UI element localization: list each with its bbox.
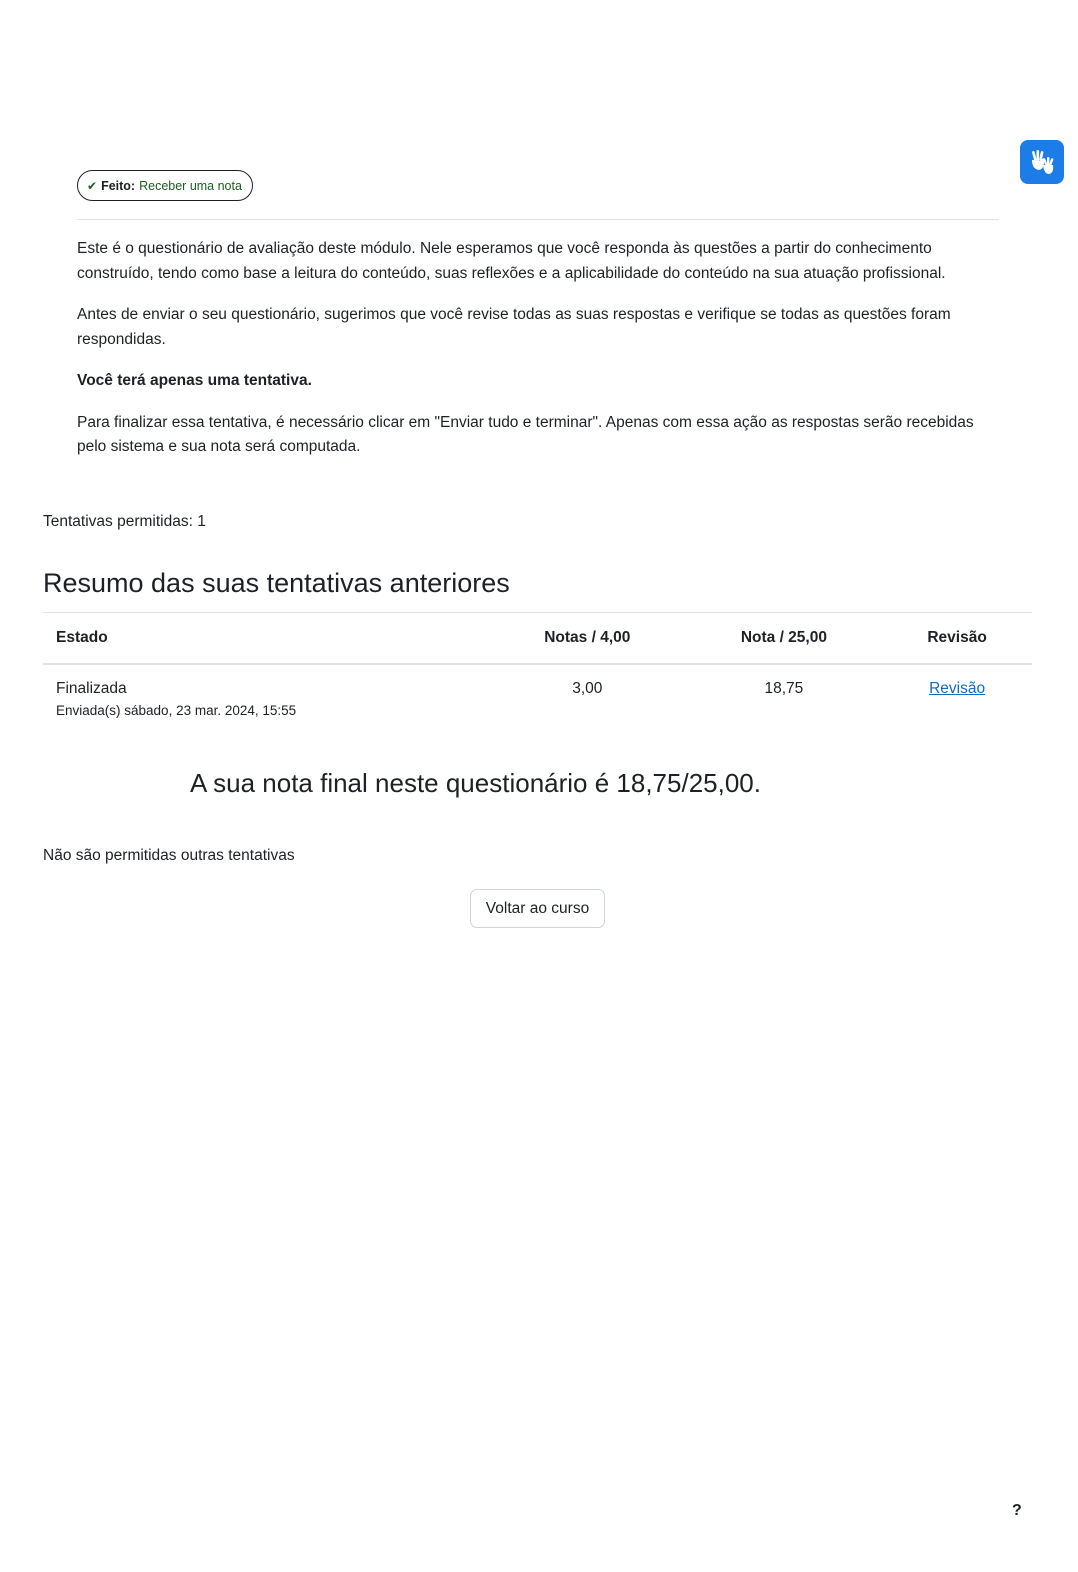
summary-heading: Resumo das suas tentativas anteriores (43, 568, 510, 598)
divider (77, 219, 999, 220)
completion-status-badge (77, 170, 253, 201)
review-link[interactable]: Revisão (929, 680, 986, 697)
no-more-attempts-notice: Não são permitidas outras tentativas (43, 847, 295, 864)
column-header-marks: Notas / 4,00 (489, 613, 686, 665)
completion-done-label: Feito: (101, 178, 136, 193)
sign-language-button[interactable] (1020, 140, 1064, 184)
sign-language-hands-icon (1027, 147, 1057, 177)
cell-review (882, 664, 1032, 726)
column-header-grade: Nota / 25,00 (686, 613, 883, 665)
check-icon: ✔ (87, 178, 98, 193)
final-grade: A sua nota final neste questionário é 18,75/25,00. (190, 768, 761, 798)
column-header-review: Revisão (882, 613, 1032, 665)
intro-paragraph: Antes de enviar o seu questionário, sugerimos que você revise todas as suas respostas e verifique se todas as questões foram respondidas. (77, 306, 951, 348)
intro-paragraph: Este é o questionário de avaliação deste módulo. Nele esperamos que você responda às questões a partir do conhecimento construído, tendo como base a leitura do conteúdo, suas reflexões e a aplicabilidade do conteúdo na sua atuação profissional. (77, 240, 946, 282)
back-to-course-button[interactable]: Voltar ao curso (470, 889, 605, 928)
attempts-summary-table (43, 612, 1032, 726)
table-row (43, 664, 1032, 726)
help-icon[interactable]: ? (1012, 1502, 1022, 1519)
intro-paragraph: Para finalizar essa tentativa, é necessário clicar em "Enviar tudo e terminar". Apenas com essa ação as respostas serão recebidas pelo sistema e sua nota será computada. (77, 413, 974, 455)
column-header-state: Estado (43, 613, 489, 665)
attempt-state: Finalizada (56, 680, 127, 697)
attempts-allowed: Tentativas permitidas: 1 (43, 513, 206, 530)
quiz-intro (77, 237, 999, 477)
intro-paragraph-emphasis: Você terá apenas uma tentativa. (77, 372, 312, 389)
completion-activity: Receber uma nota (139, 178, 242, 193)
cell-grade: 18,75 (764, 680, 804, 697)
table-header-row (43, 613, 1032, 665)
cell-marks: 3,00 (572, 680, 603, 697)
cell-state (43, 664, 489, 726)
attempt-submitted-date: Enviada(s) sábado, 23 mar. 2024, 15:55 (56, 703, 297, 718)
